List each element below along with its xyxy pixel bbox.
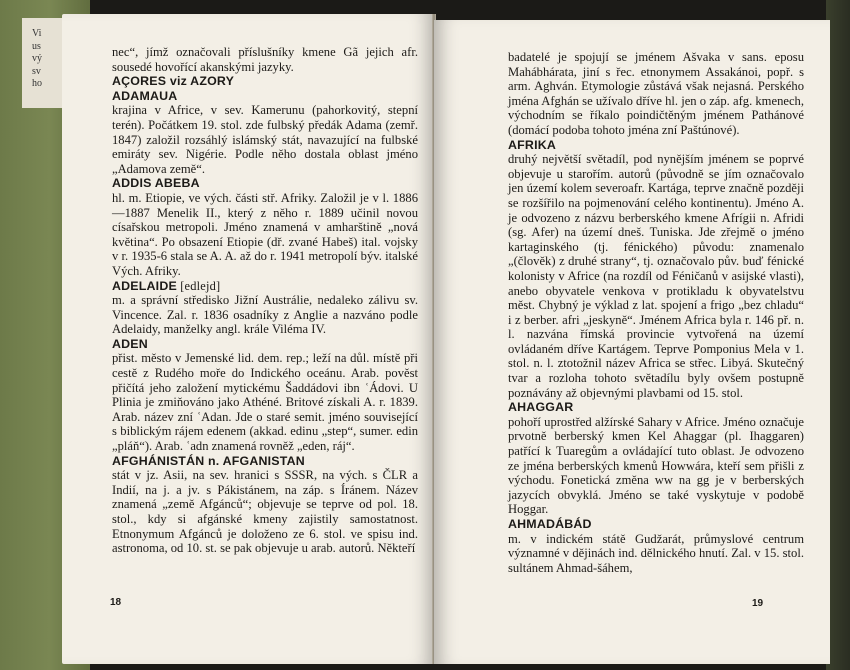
entry-heading-text: AFGHÁNISTÁN n. AFGANISTAN xyxy=(112,453,305,468)
entry-heading xyxy=(112,176,418,191)
underlying-text-line: Vi xyxy=(32,28,42,39)
underlying-text-line: sv xyxy=(32,65,41,77)
pronunciation: [edlejd] xyxy=(176,278,221,293)
page-number: 18 xyxy=(110,597,122,608)
entry-heading xyxy=(112,337,418,352)
entry-heading-text: AHAGGAR xyxy=(508,400,574,415)
entry-text: badatelé je spojují se jménem Ašvaka v sans. eposu Mahábhárata, jiní s řec. etnonymem Assakánoi, popř. s arm. Aghván. Etymologie zůstává však nejasná. Perského jména Afghán se užívalo dříve hl. jen o záp. afg. kmenech, východním se říkalo poindičtěným jménem Pathánové (domácí podoba tohoto jména zní Paštúnové). xyxy=(508,50,804,137)
page-number: 19 xyxy=(752,598,764,609)
entry-heading-text: ADAMAUA xyxy=(112,88,178,103)
entry-text: hl. m. Etiopie, ve vých. části stř. Afriky. Založil je v l. 1886—1887 Menelik II., který z něho r. 1889 učinil novou císařskou metropoli. Jméno znamená v amharštině „nová květina“. Po obsazení Etiopie (dř. zvané Habeš) ital. vojsky v r. 1935-6 stala se A. A. až do r. 1941 metropolí býv. italské Vých. Afriky. xyxy=(112,190,418,278)
entry-heading-text: ADEN xyxy=(112,336,148,351)
entry-heading xyxy=(508,400,804,415)
entry-heading xyxy=(112,74,418,89)
right-page xyxy=(434,20,830,664)
entry-text: nec“, jímž označovali příslušníky kmene Gã jejich afr. sousedé hovořící akanskými jazyky. xyxy=(112,45,418,74)
entry-text: m. a správní středisko Jižní Austrálie, nedaleko zálivu sv. Vincence. Zal. r. 1836 osadníky z Anglie a nazváno podle Adelaidy, manželky angl. krále Viléma IV. xyxy=(112,293,418,337)
entry-text: pohoří uprostřed alžírské Sahary v Africe. Jméno označuje prvotně berberský kmen Kel Ahaggar (pl. Ihaggaren) patřící k Tuaregům a ovládající tuto oblast. Je odvozeno ze jména berberských kmenů Howwára, kteří sem přišli z východu. Fonetická změna ww na gg je v berberských jazycích obvyklá. Jméno se také vyskytuje v podobě Hoggar. xyxy=(508,414,804,517)
left-page-column xyxy=(112,45,418,556)
entry-text: druhý největší světadíl, pod nynějším jménem se poprvé objevuje u starořím. autorů (původně se jím označovalo jen území kolem severoafr. Kartága, teprve značně později se rozšířilo na pojmenování celého kontinentu). Jméno A. je odvozeno z názvu berberského kmene Afrígii n. Afridi (sg. Afer) na území dneš. Tuniska. Jde zřejmě o jméno kartaginského (tj. fénického) původu: znamenalo „(člověk) z druhé strany“, tj. označovalo pův. buď fénické kolonisty v Africe (na rozdíl od Féničanů v asijské vlasti), anebo obyvatele venkova v protikladu k obyvatelstvu měst. Chybný je výklad z lat. spojení a frigo „bez chladu“ i z berber. afri „jeskyně“. Jménem Africa byla r. 146 př. n. l. nazvána římská provincie vytvořená na území ovládaném dříve Kartágem. Teprve Pomponius Mela v 1. stol. n. l. ztotožnil název Africa se střec. Libyá. Skutečný tvar a rozloha tohoto světadílu byly ovšem postupně poznávány až objevnými plavbami od 15. stol. xyxy=(508,152,804,400)
entry-text: krajina v Africe, v sev. Kamerunu (pahorkovitý, stepní terén). Počátkem 19. stol. zde fulbský předák Adama (zemř. 1847) založil rozsáhlý islámský stát, navazující na fulbské emiráty sev. Nigérie. Podle něho dostala oblast jméno „Adamova země“. xyxy=(112,103,418,176)
entry-heading xyxy=(112,454,418,469)
underlying-text-line: ho xyxy=(32,78,42,89)
entry-heading-text: ADDIS ABEBA xyxy=(112,176,200,191)
left-page xyxy=(62,14,434,664)
entry-heading xyxy=(508,517,804,532)
underlying-text-line: us xyxy=(32,40,41,52)
entry-heading-text: AHMADÁBÁD xyxy=(508,517,592,531)
entry-heading-text: AFRIKA xyxy=(508,137,557,152)
right-page-column xyxy=(508,50,804,575)
entry-heading xyxy=(112,279,418,294)
entry-heading-text: AÇORES viz AZORY xyxy=(112,74,235,89)
entry-heading xyxy=(508,138,804,153)
entry-text: m. v indickém státě Gudžarát, průmyslové centrum významné v dějinách ind. dělnického hnutí. Zal. v 15. stol. sultánem Ahmad-šáhem, xyxy=(508,531,804,575)
entry-text: přist. město v Jemenské lid. dem. rep.; leží na důl. místě při cestě z Rudého moře do Indického oceánu. Arab. pověst přičítá jeho založení mytickému Šaddádovi ibn ʿÁdovi. U Plinia je zmiňováno jako Athéné. Britové získali A. r. 1839. Arab. název zní ʿAdan. Jde o staré semit. jméno související s biblickým rájem edenem (akkad. edinu „step“, sumer. edin „pláň“). Arab. ʿadn znamená rovněž „eden, ráj“. xyxy=(112,351,418,454)
entry-text: stát v jz. Asii, na sev. hranici s SSSR, na vých. s ČLR a Indií, na j. a jv. s Pákistánem, na záp. s Íránem. Název znamená „země Afgánců“; objevuje se teprve od pol. 18. stol., kdy si afgánské kmeny zajistily samostatnost. Etnonymum Afgánců je doloženo ze 6. stol. ve spisu ind. astronoma, od 10. st. se pak objevuje u arab. autorů. Někteří xyxy=(112,468,418,556)
entry-heading xyxy=(112,89,418,104)
entry-heading-text: ADELAIDE xyxy=(112,278,177,293)
underlying-text-line: vý xyxy=(32,53,42,64)
